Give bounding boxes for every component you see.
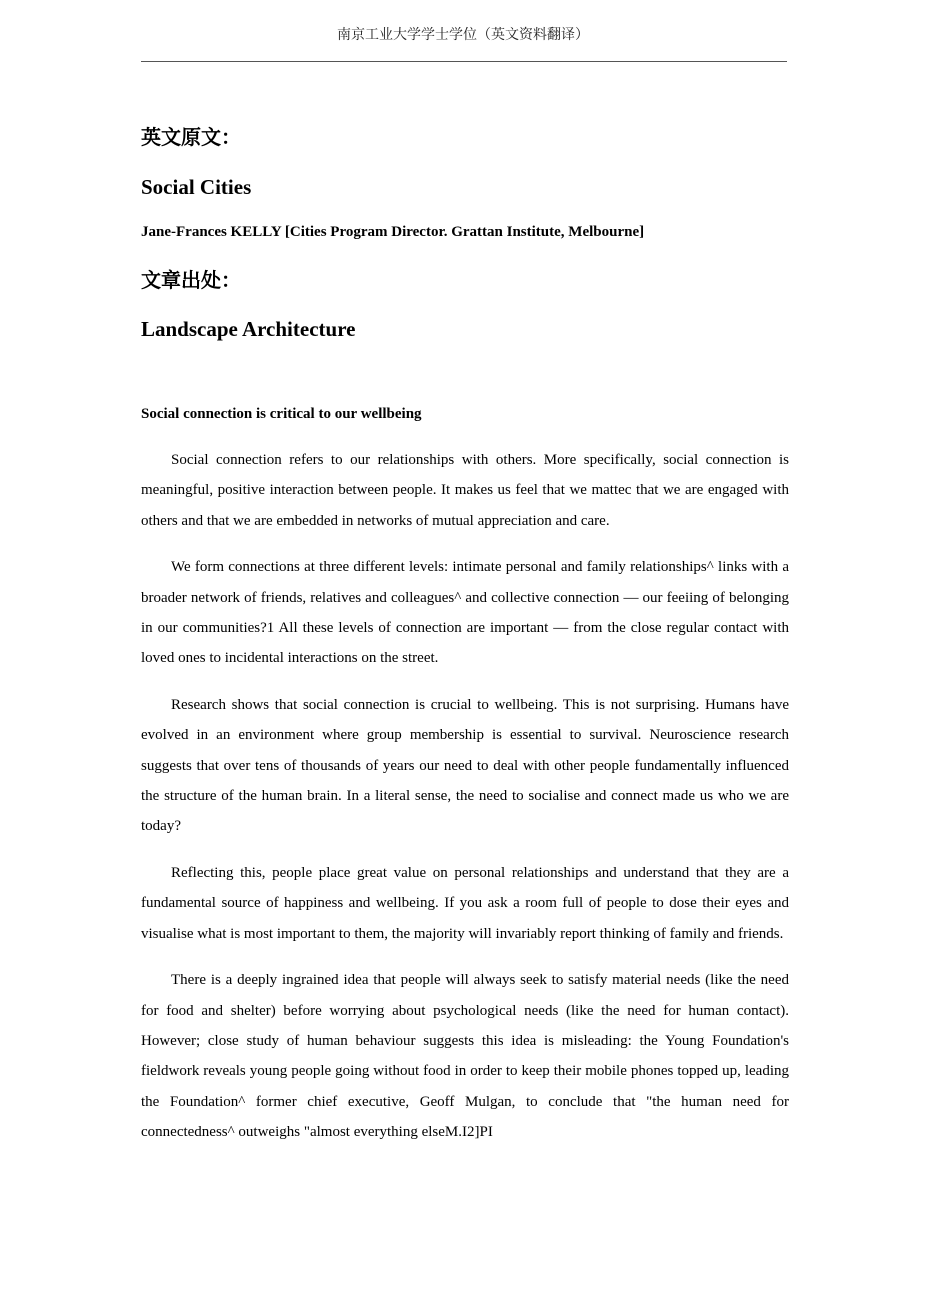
header-divider	[141, 61, 787, 62]
article-title: Social Cities	[141, 175, 252, 199]
original-text-label: 英文原文：	[141, 125, 241, 149]
document-body	[141, 120, 789, 1148]
paragraph: There is a deeply ingrained idea that people will always seek to satisfy material needs (like the need for food and shelter) before worrying about psychological needs (like the need for human contact). However; close study of human behaviour suggests this idea is misleading: the Young Foundation's fieldwork reveals young people going without food in order to keep their mobile phones topped up, leading the Foundation^ former chief executive, Geoff Mulgan, to conclude that "the human need for connectedness^ outweighs "almost everything elseM.I2]PI	[141, 972, 789, 1141]
paragraph: Research shows that social connection is crucial to wellbeing. This is not surprising. Humans have evolved in an environment where group membership is essential to survival. Neuroscience research suggests that over tens of thousands of years our need to deal with other people fundamentally influenced the structure of the human brain. In a literal sense, the need to socialise and connect made us who we are today?	[141, 696, 789, 835]
source-label: 文章出处：	[141, 268, 241, 292]
section-heading: Social connection is critical to our wellbeing	[141, 406, 422, 422]
article-author: Jane-Frances KELLY [Cities Program Director. Grattan Institute, Melbourne]	[141, 224, 645, 240]
page-header: 南京工业大学学士学位（英文资料翻译）	[337, 27, 589, 43]
paragraph: Reflecting this, people place great value on personal relationships and understand that they are a fundamental source of happiness and wellbeing. If you ask a room full of people to dose their eyes and visualise what is most important to them, the majority will invariably report thinking of family and friends.	[141, 864, 789, 942]
source-title: Landscape Architecture	[141, 317, 356, 341]
paragraph: We form connections at three different levels: intimate personal and family relationships^ links with a broader network of friends, relatives and colleagues^ and collective connection — our feeiing of belonging in our communities?1 All these levels of connection are important — from the close regular contact with loved ones to incidental interactions on the street.	[141, 559, 789, 667]
paragraph: Social connection refers to our relationships with others. More specifically, social connection is meaningful, positive interaction between people. It makes us feel that we mattec that we are engaged with others and that we are embedded in networks of mutual appreciation and care.	[141, 452, 789, 529]
